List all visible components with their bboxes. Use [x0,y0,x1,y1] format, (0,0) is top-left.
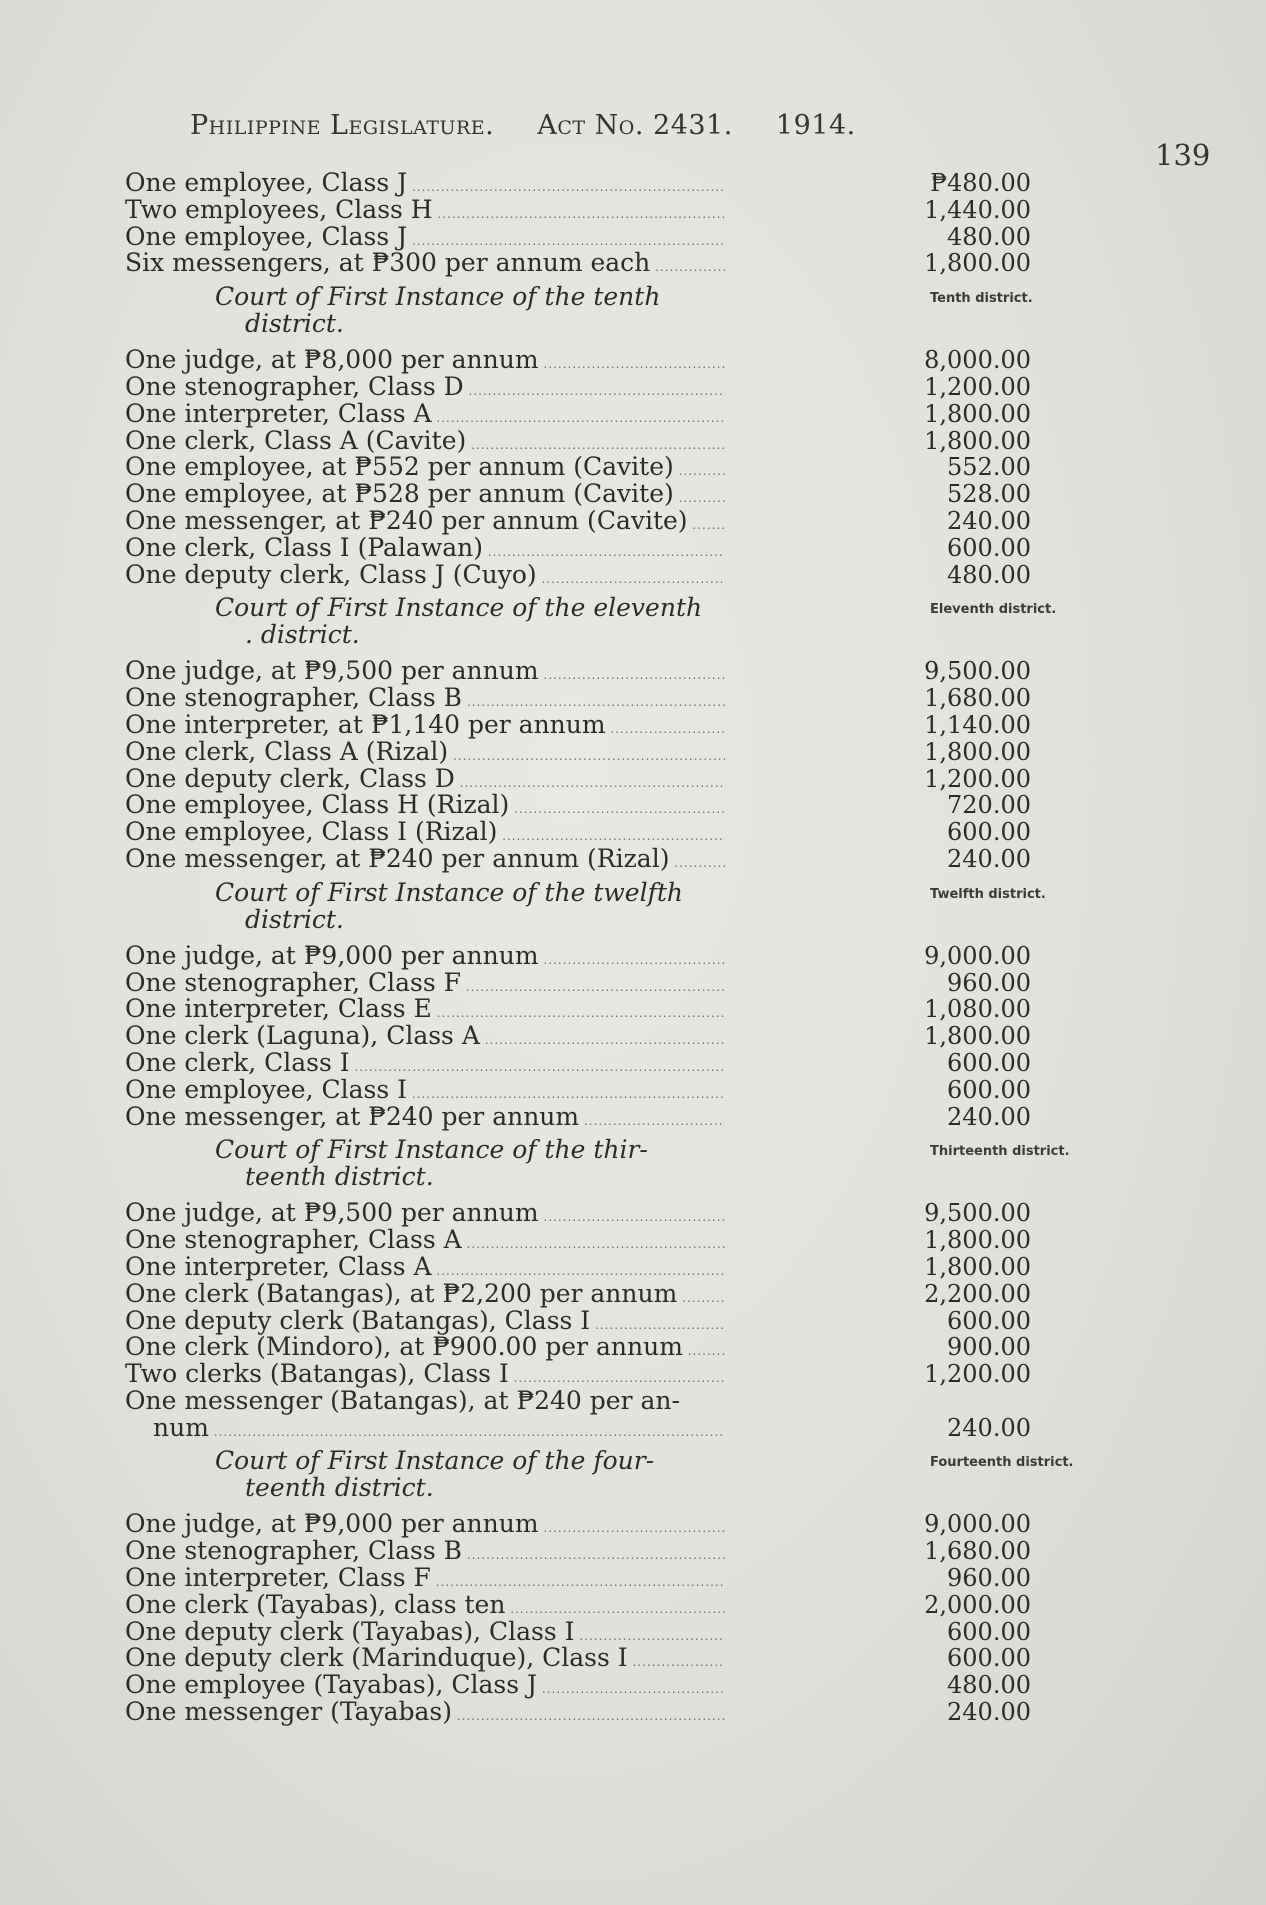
line-item-label: One stenographer, Class B ..... [125,685,725,716]
line-item-label: One messenger, at ₱240 per annum (Cavite) ..... [125,508,725,539]
line-item [125,1699,1135,1726]
line-item [125,766,1135,793]
line-item-label: One judge, at ₱9,000 per annum ..... [125,943,725,974]
line-item [125,1361,1135,1388]
line-item-label: One employee, Class I ..... [125,1077,725,1108]
line-item-amount: 480.00 [947,1671,1031,1700]
line-item-amount: 528.00 [947,480,1031,509]
line-item [125,1254,1135,1281]
section-heading-line2: teenth district. [245,1162,434,1192]
line-item-label: One clerk (Mindoro), at ₱900.00 per annum ..... [125,1334,725,1365]
line-item [125,943,1135,970]
line-item-label: One clerk (Tayabas), class ten ..... [125,1592,725,1623]
line-item-amount: ₱480.00 [930,169,1031,197]
line-item-label: One employee, at ₱552 per annum (Cavite) ..... [125,454,725,485]
line-item [125,1415,1135,1442]
line-item-label: One deputy clerk (Batangas), Class I ..... [125,1308,725,1339]
line-item-amount: 1,140.00 [924,710,1031,739]
line-item [125,1645,1135,1672]
line-item [125,197,1135,224]
line-item-amount: 600.00 [947,1306,1031,1335]
line-item-amount: 720.00 [947,791,1031,820]
section-heading [125,1441,1074,1511]
line-item-label: One deputy clerk (Marinduque), Class I ..... [125,1645,725,1676]
line-item [125,508,1135,535]
line-item [125,1388,1135,1415]
line-item-amount: 1,680.00 [924,1537,1031,1566]
running-head [190,110,890,141]
line-item-amount: 1,800.00 [924,1252,1031,1281]
line-item-amount: 480.00 [947,560,1031,589]
line-item-label: Six messengers, at ₱300 per annum each ..... [125,250,725,281]
line-item-amount: 2,200.00 [924,1279,1031,1308]
line-item-label: One interpreter, Class A ..... [125,401,725,432]
line-item-amount: 2,000.00 [924,1590,1031,1619]
line-item-amount: 240.00 [947,1698,1031,1727]
margin-note: Thirteenth district. [930,1144,1070,1160]
line-item [125,428,1135,455]
line-item-label: One interpreter, Class E ..... [125,996,725,1027]
line-item [125,1227,1135,1254]
line-item-amount: 9,500.00 [924,1199,1031,1228]
line-item-label: One employee, at ₱528 per annum (Cavite) ..... [125,481,725,512]
line-item-label: One stenographer, Class F ..... [125,970,725,1001]
section-heading-line1: Court of First Instance of the tenth [215,282,661,312]
line-item-label: One clerk (Laguna), Class A ..... [125,1023,725,1054]
margin-note: Eleventh district. [930,602,1057,618]
line-item-amount: 600.00 [947,1644,1031,1673]
line-item-amount: 600.00 [947,818,1031,847]
section-heading [125,1130,1070,1200]
line-item-label: One clerk (Batangas), at ₱2,200 per annum ..... [125,1281,725,1312]
line-item-label: One interpreter, at ₱1,140 per annum ..... [125,712,725,743]
line-item-label: One interpreter, Class A ..... [125,1254,725,1285]
line-item-amount: 1,200.00 [924,372,1031,401]
publication-title: Philippine Legislature. [190,110,495,141]
line-item-amount: 1,440.00 [924,195,1031,224]
line-item [125,401,1135,428]
line-item-label: One employee (Tayabas), Class J ..... [125,1672,725,1703]
line-item [125,224,1135,251]
line-item-label: One clerk, Class I ..... [125,1050,725,1081]
section-heading-line2: district. [245,309,344,339]
line-item-amount: 240.00 [947,506,1031,535]
line-item-amount: 600.00 [947,1048,1031,1077]
page-number: 139 [1155,138,1211,172]
line-item-amount: 1,680.00 [924,684,1031,713]
line-item-amount: 8,000.00 [924,346,1031,375]
line-item-label: One judge, at ₱9,000 per annum ..... [125,1511,725,1542]
intro-rows [125,170,1135,277]
line-item-label: One judge, at ₱9,500 per annum ..... [125,1200,725,1231]
line-item [125,1592,1135,1619]
line-item [125,685,1135,712]
line-item [125,846,1135,873]
line-item-label: One interpreter, Class F ..... [125,1565,725,1596]
line-item-amount: 960.00 [947,1564,1031,1593]
line-item [125,347,1135,374]
line-item [125,1281,1135,1308]
line-item [125,1050,1135,1077]
line-item-amount: 600.00 [947,533,1031,562]
line-item [125,374,1135,401]
line-item-label: One employee, Class J ..... [125,170,725,201]
line-item [125,562,1135,589]
line-item [125,1672,1135,1699]
section-heading-line1: Court of First Instance of the twelfth [215,877,683,907]
line-item-label: One stenographer, Class D ..... [125,374,725,405]
line-item [125,1023,1135,1050]
court-sections [125,277,1135,1726]
line-item-amount: 600.00 [947,1075,1031,1104]
line-item-amount: 900.00 [947,1333,1031,1362]
line-item-amount: 960.00 [947,968,1031,997]
line-item [125,1538,1135,1565]
line-item-amount: 240.00 [947,844,1031,873]
line-item [125,250,1135,277]
section-heading-line2: . district. [245,620,360,650]
line-item-amount: 9,000.00 [924,1510,1031,1539]
line-item-amount: 9,500.00 [924,657,1031,686]
line-item-label: One judge, at ₱9,500 per annum ..... [125,658,725,689]
section-heading-line2: district. [245,904,344,934]
line-item [125,170,1135,197]
act-number: Act No. 2431. [537,110,733,141]
line-item [125,658,1135,685]
margin-note: Tenth district. [930,291,1033,307]
line-item [125,792,1135,819]
section-heading [125,873,1046,943]
line-item-label: One stenographer, Class B ..... [125,1538,725,1569]
section-heading-line1: Court of First Instance of the eleventh [215,593,703,623]
section-heading-line1: Court of First Instance of the thir- [215,1135,648,1165]
line-item-label: One judge, at ₱8,000 per annum ..... [125,347,725,378]
line-item-amount: 1,800.00 [924,399,1031,428]
line-item [125,1565,1135,1592]
year: 1914. [775,110,856,141]
line-item-label: One messenger (Tayabas) ..... [125,1699,725,1730]
line-item [125,970,1135,997]
line-item-label: One deputy clerk, Class J (Cuyo) ..... [125,562,725,593]
line-item-label: One clerk, Class A (Rizal) ..... [125,739,725,770]
line-item-label: One employee, Class H (Rizal) ..... [125,792,725,823]
line-item-label: One messenger (Batangas), at ₱240 per an- [125,1387,680,1415]
line-item [125,712,1135,739]
line-item-amount: 240.00 [947,1413,1031,1442]
line-item [125,996,1135,1023]
line-item [125,1334,1135,1361]
appropriation-list [125,170,1135,1726]
line-item-amount: 240.00 [947,1102,1031,1131]
line-item-label: One messenger, at ₱240 per annum ..... [125,1104,725,1135]
margin-note: Fourteenth district. [930,1455,1074,1471]
line-item-amount: 1,800.00 [924,1226,1031,1255]
line-item-label: One messenger, at ₱240 per annum (Rizal) ..... [125,846,725,877]
line-item-amount: 1,080.00 [924,995,1031,1024]
line-item [125,1619,1135,1646]
line-item [125,1511,1135,1538]
line-item-amount: 1,800.00 [924,249,1031,278]
line-item [125,739,1135,766]
line-item [125,481,1135,508]
line-item-label: One employee, Class J ..... [125,224,725,255]
line-item [125,535,1135,562]
line-item-amount: 552.00 [947,453,1031,482]
line-item-label: One deputy clerk (Tayabas), Class I ..... [125,1619,725,1650]
section-heading [125,277,1033,347]
line-item-amount: 480.00 [947,222,1031,251]
line-item [125,454,1135,481]
line-item-label: One stenographer, Class A ..... [125,1227,725,1258]
line-item-amount: 1,800.00 [924,1022,1031,1051]
line-item-label: One employee, Class I (Rizal) ..... [125,819,725,850]
line-item [125,1308,1135,1335]
line-item-amount: 600.00 [947,1617,1031,1646]
line-item-label: Two clerks (Batangas), Class I ..... [125,1361,725,1392]
line-item-label: Two employees, Class H ..... [125,197,725,228]
line-item [125,819,1135,846]
line-item [125,1077,1135,1104]
line-item [125,1104,1135,1131]
line-item-label: num ..... [125,1415,725,1446]
line-item [125,1200,1135,1227]
section-heading [125,588,1057,658]
line-item-label: One clerk, Class I (Palawan) ..... [125,535,725,566]
line-item-label: One clerk, Class A (Cavite) ..... [125,428,725,459]
line-item-amount: 9,000.00 [924,941,1031,970]
section-heading-line2: teenth district. [245,1473,434,1503]
line-item-amount: 1,800.00 [924,426,1031,455]
line-item-amount: 1,200.00 [924,1360,1031,1389]
line-item-amount: 1,200.00 [924,764,1031,793]
line-item-label: One deputy clerk, Class D ..... [125,766,725,797]
margin-note: Twelfth district. [930,886,1046,902]
line-item-amount: 1,800.00 [924,737,1031,766]
section-heading-line1: Court of First Instance of the four- [215,1446,655,1476]
